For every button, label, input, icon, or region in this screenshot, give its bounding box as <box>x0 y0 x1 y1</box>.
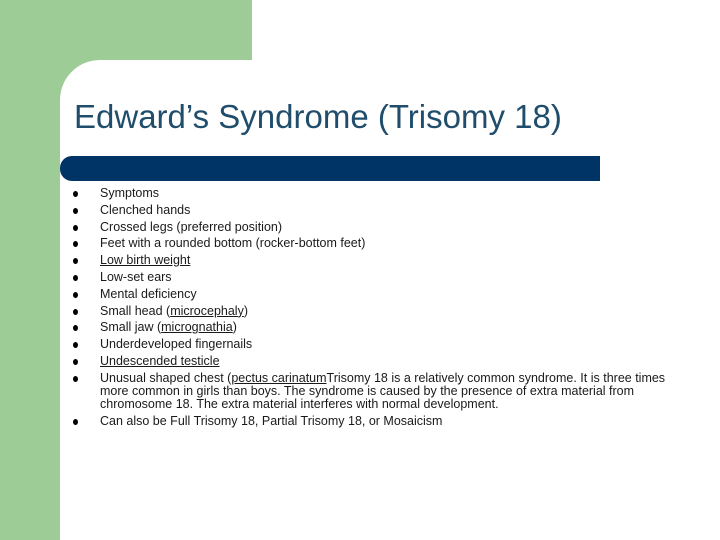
list-item-text: Can also be Full Trisomy 18, Partial Trisomy 18, or Mosaicism <box>100 413 443 428</box>
list-item <box>73 338 673 351</box>
symptom-list <box>73 187 673 432</box>
list-item-text: Small jaw ( <box>100 320 162 335</box>
microcephaly-link[interactable]: microcephaly <box>170 303 244 318</box>
list-item <box>73 221 673 234</box>
list-item-text: ) <box>243 303 248 318</box>
list-item-text: Small head ( <box>100 303 171 318</box>
list-item-text: Crossed legs (preferred position) <box>100 219 283 234</box>
list-item-text: ) <box>232 320 237 335</box>
list-item <box>73 321 673 334</box>
pectus-carinatum-link[interactable]: pectus carinatum <box>231 370 327 385</box>
list-item <box>73 237 673 250</box>
list-item-text: Clenched hands <box>100 202 191 217</box>
list-item-text: Low-set ears <box>100 269 172 284</box>
list-item-text: Feet with a rounded bottom (rocker-bottom feet) <box>100 236 366 251</box>
list-item <box>73 254 673 267</box>
title-underline-bar <box>60 156 600 181</box>
list-item <box>73 305 673 318</box>
list-item <box>73 288 673 301</box>
list-item-text: Underdeveloped fingernails <box>100 337 253 352</box>
undescended-testicle-link[interactable]: Undescended testicle <box>100 353 220 368</box>
list-item <box>73 271 673 284</box>
list-item-text: Trisomy 18 is a relatively common syndrome. It is three times more common in girls than boys. The syndrome is caused by the presence of extra material from chromosome 18. The extra material interferes with normal development. <box>100 370 666 412</box>
list-item <box>73 187 673 200</box>
list-item <box>73 204 673 217</box>
list-item <box>73 415 673 428</box>
micrognathia-link[interactable]: micrognathia <box>161 320 233 335</box>
list-item <box>73 355 673 368</box>
list-item-text: Mental deficiency <box>100 286 197 301</box>
list-item-text: Symptoms <box>100 186 160 200</box>
list-item-text: Unusual shaped chest ( <box>100 370 232 385</box>
list-item <box>73 372 673 412</box>
low-birth-weight-link[interactable]: Low birth weight <box>100 253 191 268</box>
slide-title: Edward’s Syndrome (Trisomy 18) <box>74 98 562 135</box>
